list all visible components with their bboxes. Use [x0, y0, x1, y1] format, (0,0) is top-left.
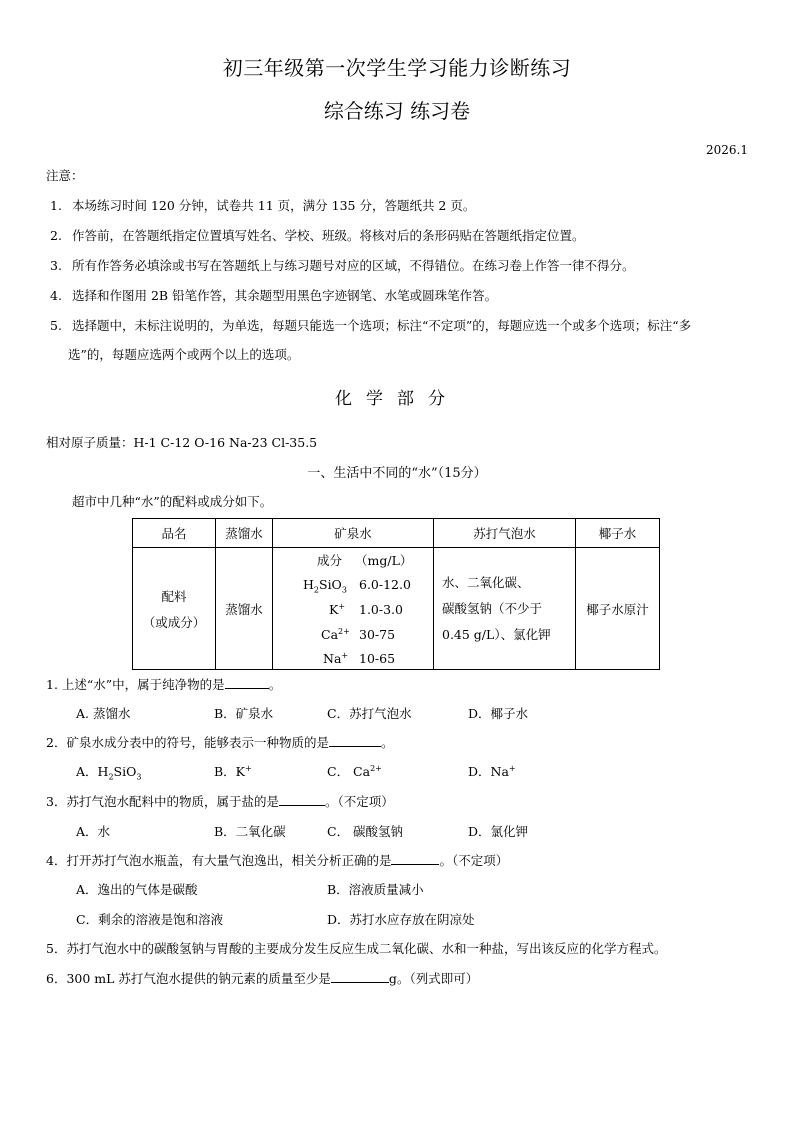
mineral-value: 1.0-3.0 [359, 602, 403, 617]
notice-item-2 [50, 226, 585, 244]
answer-blank[interactable] [225, 676, 269, 689]
mineral-formula: K+ [329, 602, 346, 618]
q4-option-d: D．苏打水应存放在阴凉处 [327, 912, 475, 927]
q3-option-a: A．水 [76, 824, 111, 839]
atomic-mass: 相对原子质量：H-1 C-12 O-16 Na-23 Cl-35.5 [46, 435, 318, 450]
question-3: 3．苏打气泡水配料中的物质，属于盐的是 。（不定项） [46, 794, 394, 809]
mineral-formula: Na+ [323, 651, 349, 667]
soda-line: 0.45 g/L）、氯化钾 [442, 626, 551, 642]
section-title: 化学部分 [335, 389, 459, 409]
notice-text: 所有作答务必填涂或书写在答题纸上与练习题号对应的区域，不得错位。在练习卷上作答一律不得分。 [71, 258, 635, 273]
mineral-unit: （mg/L） [355, 553, 413, 568]
notice-num: 2. [50, 228, 62, 243]
notice-text: 本场练习时间 120 分钟，试卷共 11 页，满分 135 分，答题纸共 2 页。 [71, 198, 476, 213]
exam-date: 2026.1 [706, 143, 748, 157]
notice-item-4 [50, 286, 497, 304]
question-stem: 1. 上述“水”中，属于纯净物的是 [46, 677, 225, 692]
answer-blank[interactable] [331, 970, 389, 983]
table-header: 蒸馏水 [216, 519, 273, 548]
table-header: 品名 [133, 519, 216, 548]
q1-option-a: A. 蒸馏水 [76, 706, 131, 721]
q1-option-c: C．苏打气泡水 [327, 706, 412, 721]
question-stem: 3．苏打气泡水配料中的物质，属于盐的是 [46, 794, 279, 809]
distilled-cell: 蒸馏水 [216, 548, 273, 670]
q2-option-c: C． $Ca^{2+}$ [327, 763, 382, 779]
notice-label: 注意： [46, 168, 84, 183]
question-stem: 4．打开苏打气泡水瓶盖，有大量气泡逸出，相关分析正确的是 [46, 853, 392, 868]
table-header: 矿泉水 [273, 519, 434, 548]
row-label-line: （或成分） [142, 614, 206, 630]
notice-num: 4. [50, 288, 62, 303]
row-label [133, 548, 216, 670]
q1-option-b: B．矿泉水 [214, 706, 274, 721]
table-header: 椰子水 [576, 519, 660, 548]
q3-option-b: B．二氧化碳 [214, 824, 286, 839]
page-subtitle: 综合练习 练习卷 [323, 99, 471, 123]
q2-option-a: A．$H_2SiO_3$ [76, 764, 142, 782]
question-6: 6．300 mL 苏打气泡水提供的钠元素的质量至少是 g。（列式即可） [46, 971, 479, 986]
part-title: 一、生活中不同的“水”（15分） [307, 466, 487, 481]
answer-blank[interactable] [329, 734, 381, 747]
question-stem: 2．矿泉水成分表中的符号，能够表示一种物质的是 [46, 735, 329, 750]
table-header: 苏打气泡水 [434, 519, 576, 548]
q4-option-c: C．剩余的溶液是饱和溶液 [76, 912, 224, 927]
question-2: 2．矿泉水成分表中的符号，能够表示一种物质的是 。 [46, 735, 394, 750]
mineral-head: 成分 [317, 553, 343, 568]
notice-text: 作答前，在答题纸指定位置填写姓名、学校、班级。将核对后的条形码贴在答题纸指定位置。 [71, 228, 585, 243]
question-5: 5．苏打气泡水中的碳酸氢钠与胃酸的主要成分发生反应生成二氧化碳、水和一种盐，写出该反应的化学方程式。 [46, 941, 667, 956]
unit: g [388, 971, 397, 986]
soda-cell [434, 548, 576, 670]
q4-option-a: A．逸出的气体是碳酸 [76, 882, 198, 897]
intro-text: 超市中几种“水”的配料或成分如下。 [72, 494, 273, 509]
table-header-row [133, 519, 660, 548]
row-label-line: 配料 [161, 588, 187, 604]
q4-option-b: B．溶液质量减小 [327, 882, 424, 897]
soda-line: 水、二氧化碳、 [442, 574, 530, 590]
notice-item-5-cont: 选”的，每题应选两个或两个以上的选项。 [68, 347, 300, 362]
mineral-value: 30-75 [359, 627, 396, 642]
mineral-formula: $Ca^{2+}$ [321, 627, 350, 643]
notice-text: 选择题中，未标注说明的，为单选，每题只能选一个选项；标注“不定项”的，每题应选一个或多个选项；标注“多 [71, 318, 692, 333]
question-stem: 6．300 mL 苏打气泡水提供的钠元素的质量至少是 [46, 971, 331, 986]
notice-num: 5. [50, 318, 62, 333]
answer-blank[interactable] [391, 852, 439, 865]
notice-item-5 [50, 316, 691, 334]
q3-option-c: C． 碳酸氢钠 [327, 824, 404, 839]
ingredients-table [132, 518, 660, 670]
notice-num: 3. [50, 258, 62, 273]
question-4: 4．打开苏打气泡水瓶盖，有大量气泡逸出，相关分析正确的是 。（不定项） [46, 853, 509, 868]
q2-option-d: D．Na+ [468, 763, 516, 779]
soda-line: 碳酸氢钠（不少于 [442, 600, 543, 616]
q1-option-d: D．椰子水 [468, 706, 529, 721]
mineral-value: 6.0-12.0 [359, 577, 411, 592]
notice-item-1 [50, 196, 475, 214]
answer-blank[interactable] [279, 793, 325, 806]
mineral-cell [273, 548, 434, 670]
notice-num: 1. [50, 198, 62, 213]
mineral-value: 10-65 [359, 651, 396, 666]
notice-text: 选择和作图用 2B 铅笔作答，其余题型用黑色字迹钢笔、水笔或圆珠笔作答。 [71, 288, 498, 303]
mineral-formula: $H_2SiO_3$ [303, 577, 347, 595]
q2-option-b: B．K+ [214, 763, 252, 779]
notice-item-3 [50, 256, 635, 274]
table-row [133, 548, 660, 670]
question-1: 1. 上述“水”中，属于纯净物的是 。 [46, 677, 282, 692]
q3-option-d: D．氯化钾 [468, 824, 529, 839]
page-title: 初三年级第一次学生学习能力诊断练习 [222, 56, 572, 80]
coconut-cell: 椰子水原汁 [576, 548, 660, 670]
